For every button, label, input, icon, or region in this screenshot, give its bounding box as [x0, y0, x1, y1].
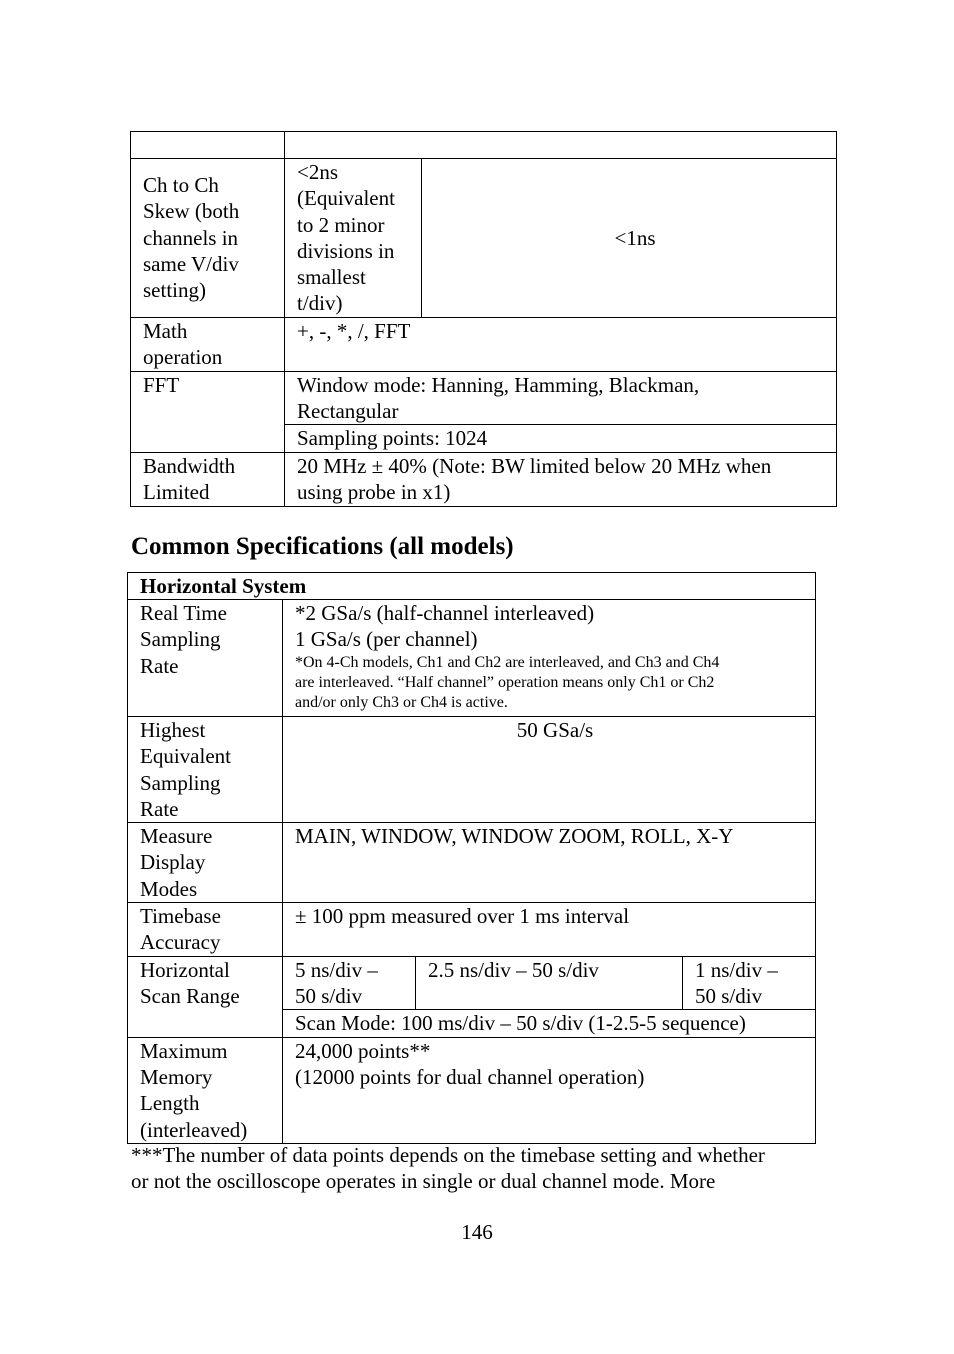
math-value: +, -, *, /, FFT [285, 317, 837, 371]
scan-range-value-2: 2.5 ns/div – 50 s/div [416, 956, 683, 1010]
table-header: Horizontal System [128, 573, 816, 600]
bandwidth-value: 20 MHz ± 40% (Note: BW limited below 20 MHz when using probe in x1) [285, 452, 837, 506]
row-label-equivalent-sampling: Highest Equivalent Sampling Rate [128, 717, 283, 823]
page-number: 146 [461, 1220, 493, 1244]
row-label-bandwidth: Bandwidth Limited [131, 452, 285, 506]
row-label-scan-range: Horizontal Scan Range [128, 956, 283, 1037]
sampling-rate-value: *2 GSa/s (half-channel interleaved) 1 GSa/s (per channel) [295, 601, 595, 652]
horizontal-system-table [127, 572, 816, 1144]
sampling-rate-note: *On 4-Ch models, Ch1 and Ch2 are interleaved, and Ch3 and Ch4 are interleaved. “Half channel” operation means only Ch1 or Ch2 and/or only Ch3 or Ch4 is active. [295, 653, 720, 711]
row-label-display-modes: Measure Display Modes [128, 823, 283, 903]
row-label-sampling-rate: Real Time Sampling Rate [128, 600, 283, 717]
memory-length-value: 24,000 points** (12000 points for dual channel operation) [283, 1037, 816, 1143]
empty-cell [285, 132, 837, 159]
fft-window-mode: Window mode: Hanning, Hamming, Blackman, Rectangular [285, 371, 837, 425]
footnote: ***The number of data points depends on the timebase setting and whether or not the oscilloscope operates in single or dual channel mode. More [131, 1143, 765, 1194]
empty-cell [131, 132, 285, 159]
row-label-fft: FFT [131, 371, 285, 452]
display-modes-value: MAIN, WINDOW, WINDOW ZOOM, ROLL, X-Y [283, 823, 816, 903]
row-label-ch-skew: Ch to Ch Skew (both channels in same V/div setting) [131, 159, 285, 318]
scan-range-value-1: 5 ns/div – 50 s/div [283, 956, 416, 1010]
ch-skew-value-b: <1ns [422, 159, 837, 318]
sampling-rate-cell [283, 600, 816, 717]
scan-range-value-3: 1 ns/div – 50 s/div [683, 956, 816, 1010]
timebase-accuracy-value: ± 100 ppm measured over 1 ms interval [283, 903, 816, 957]
section-heading: Common Specifications (all models) [131, 533, 514, 560]
spec-table-continued [130, 131, 837, 507]
equivalent-sampling-value: 50 GSa/s [283, 717, 816, 823]
row-label-timebase-accuracy: Timebase Accuracy [128, 903, 283, 957]
ch-skew-value-a: <2ns (Equivalent to 2 minor divisions in smallest t/div) [285, 159, 422, 318]
row-label-math: Math operation [131, 317, 285, 371]
row-label-memory-length: Maximum Memory Length (interleaved) [128, 1037, 283, 1143]
fft-sampling-points: Sampling points: 1024 [285, 425, 837, 452]
scan-mode-value: Scan Mode: 100 ms/div – 50 s/div (1-2.5-5 sequence) [283, 1010, 816, 1037]
